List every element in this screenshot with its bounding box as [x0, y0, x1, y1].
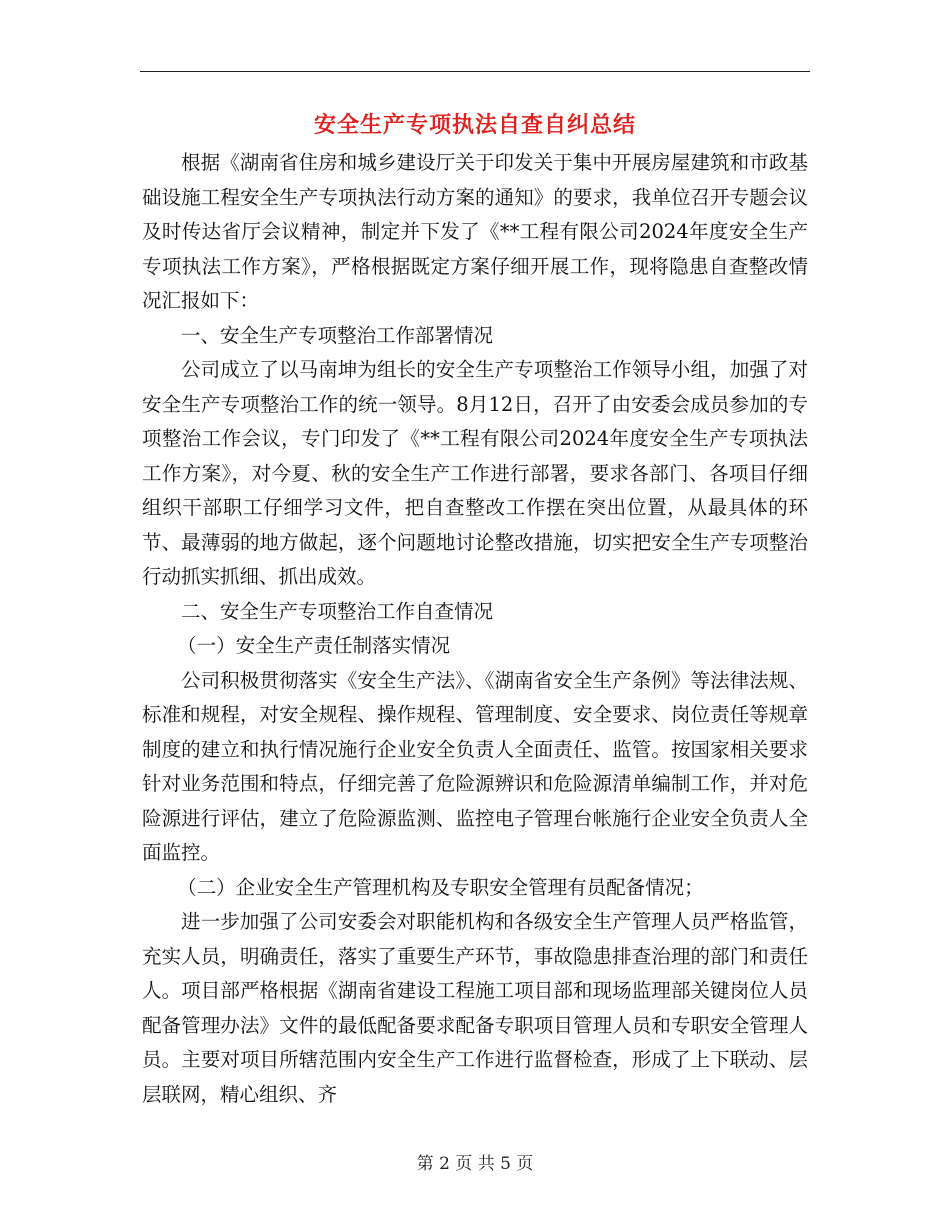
paragraph-staffing: 进一步加强了公司安委会对职能机构和各级安全生产管理人员严格监管，充实人员，明确责任，落实了重要生产环节，事故隐患排查治理的部门和责任人。项目部严格根据《湖南省建设工程施工项目部和现场监理部关键岗位人员配备管理办法》文件的最低配备要求配备专职项目管理人员和专职安全管理人员。主要对项目所辖范围内安全生产工作进行监督检查，形成了上下联动、层层联网，精心组织、齐 [142, 910, 808, 1106]
document-body [142, 146, 808, 1112]
subsection-heading-2: （二）企业安全生产管理机构及专职安全管理有员配备情况； [177, 875, 704, 899]
paragraph-intro: 根据《湖南省住房和城乡建设厅关于印发关于集中开展房屋建筑和市政基础设施工程安全生产专项执法行动方案的通知》的要求，我单位召开专题会议及时传达省厅会议精神，制定并下发了《**工程有限公司2024年度安全生产专项执法工作方案》，严格根据既定方案仔细开展工作，现将隐患自查整改情况汇报如下： [142, 151, 808, 312]
header-rule [140, 71, 810, 72]
paragraph-responsibility: 公司积极贯彻落实《安全生产法》、《湖南省安全生产条例》等法律法规、标准和规程，对安全规程、操作规程、管理制度、安全要求、岗位责任等规章制度的建立和执行情况施行企业安全负责人全面责任、监管。按国家相关要求针对业务范围和特点，仔细完善了危险源辨识和危险源清单编制工作，并对危险源进行评估，建立了危险源监测、监控电子管理台帐施行企业安全负责人全面监控。 [142, 668, 808, 864]
page-number: 第 2 页 共 5 页 [416, 1154, 534, 1174]
section-heading-1: 一、安全生产专项整治工作部署情况 [181, 323, 494, 347]
subsection-heading-1: （一）安全生产责任制落实情况 [177, 634, 451, 657]
document-title: 安全生产专项执法自查自纠总结 [313, 112, 636, 138]
section-heading-2: 二、安全生产专项整治工作自查情况 [181, 599, 494, 623]
paragraph-deployment: 公司成立了以马南坤为组长的安全生产专项整治工作领导小组，加强了对安全生产专项整治工作的统一领导。8月12日，召开了由安委会成员参加的专项整治工作会议，专门印发了《**工程有限公司2024年度安全生产专项执法工作方案》，对今夏、秋的安全生产工作进行部署，要求各部门、各项目仔细组织干部职工仔细学习文件，把自查整改工作摆在突出位置，从最具体的环节、最薄弱的地方做起，逐个问题地讨论整改措施，切实把安全生产专项整治行动抓实抓细、抓出成效。 [142, 358, 808, 588]
